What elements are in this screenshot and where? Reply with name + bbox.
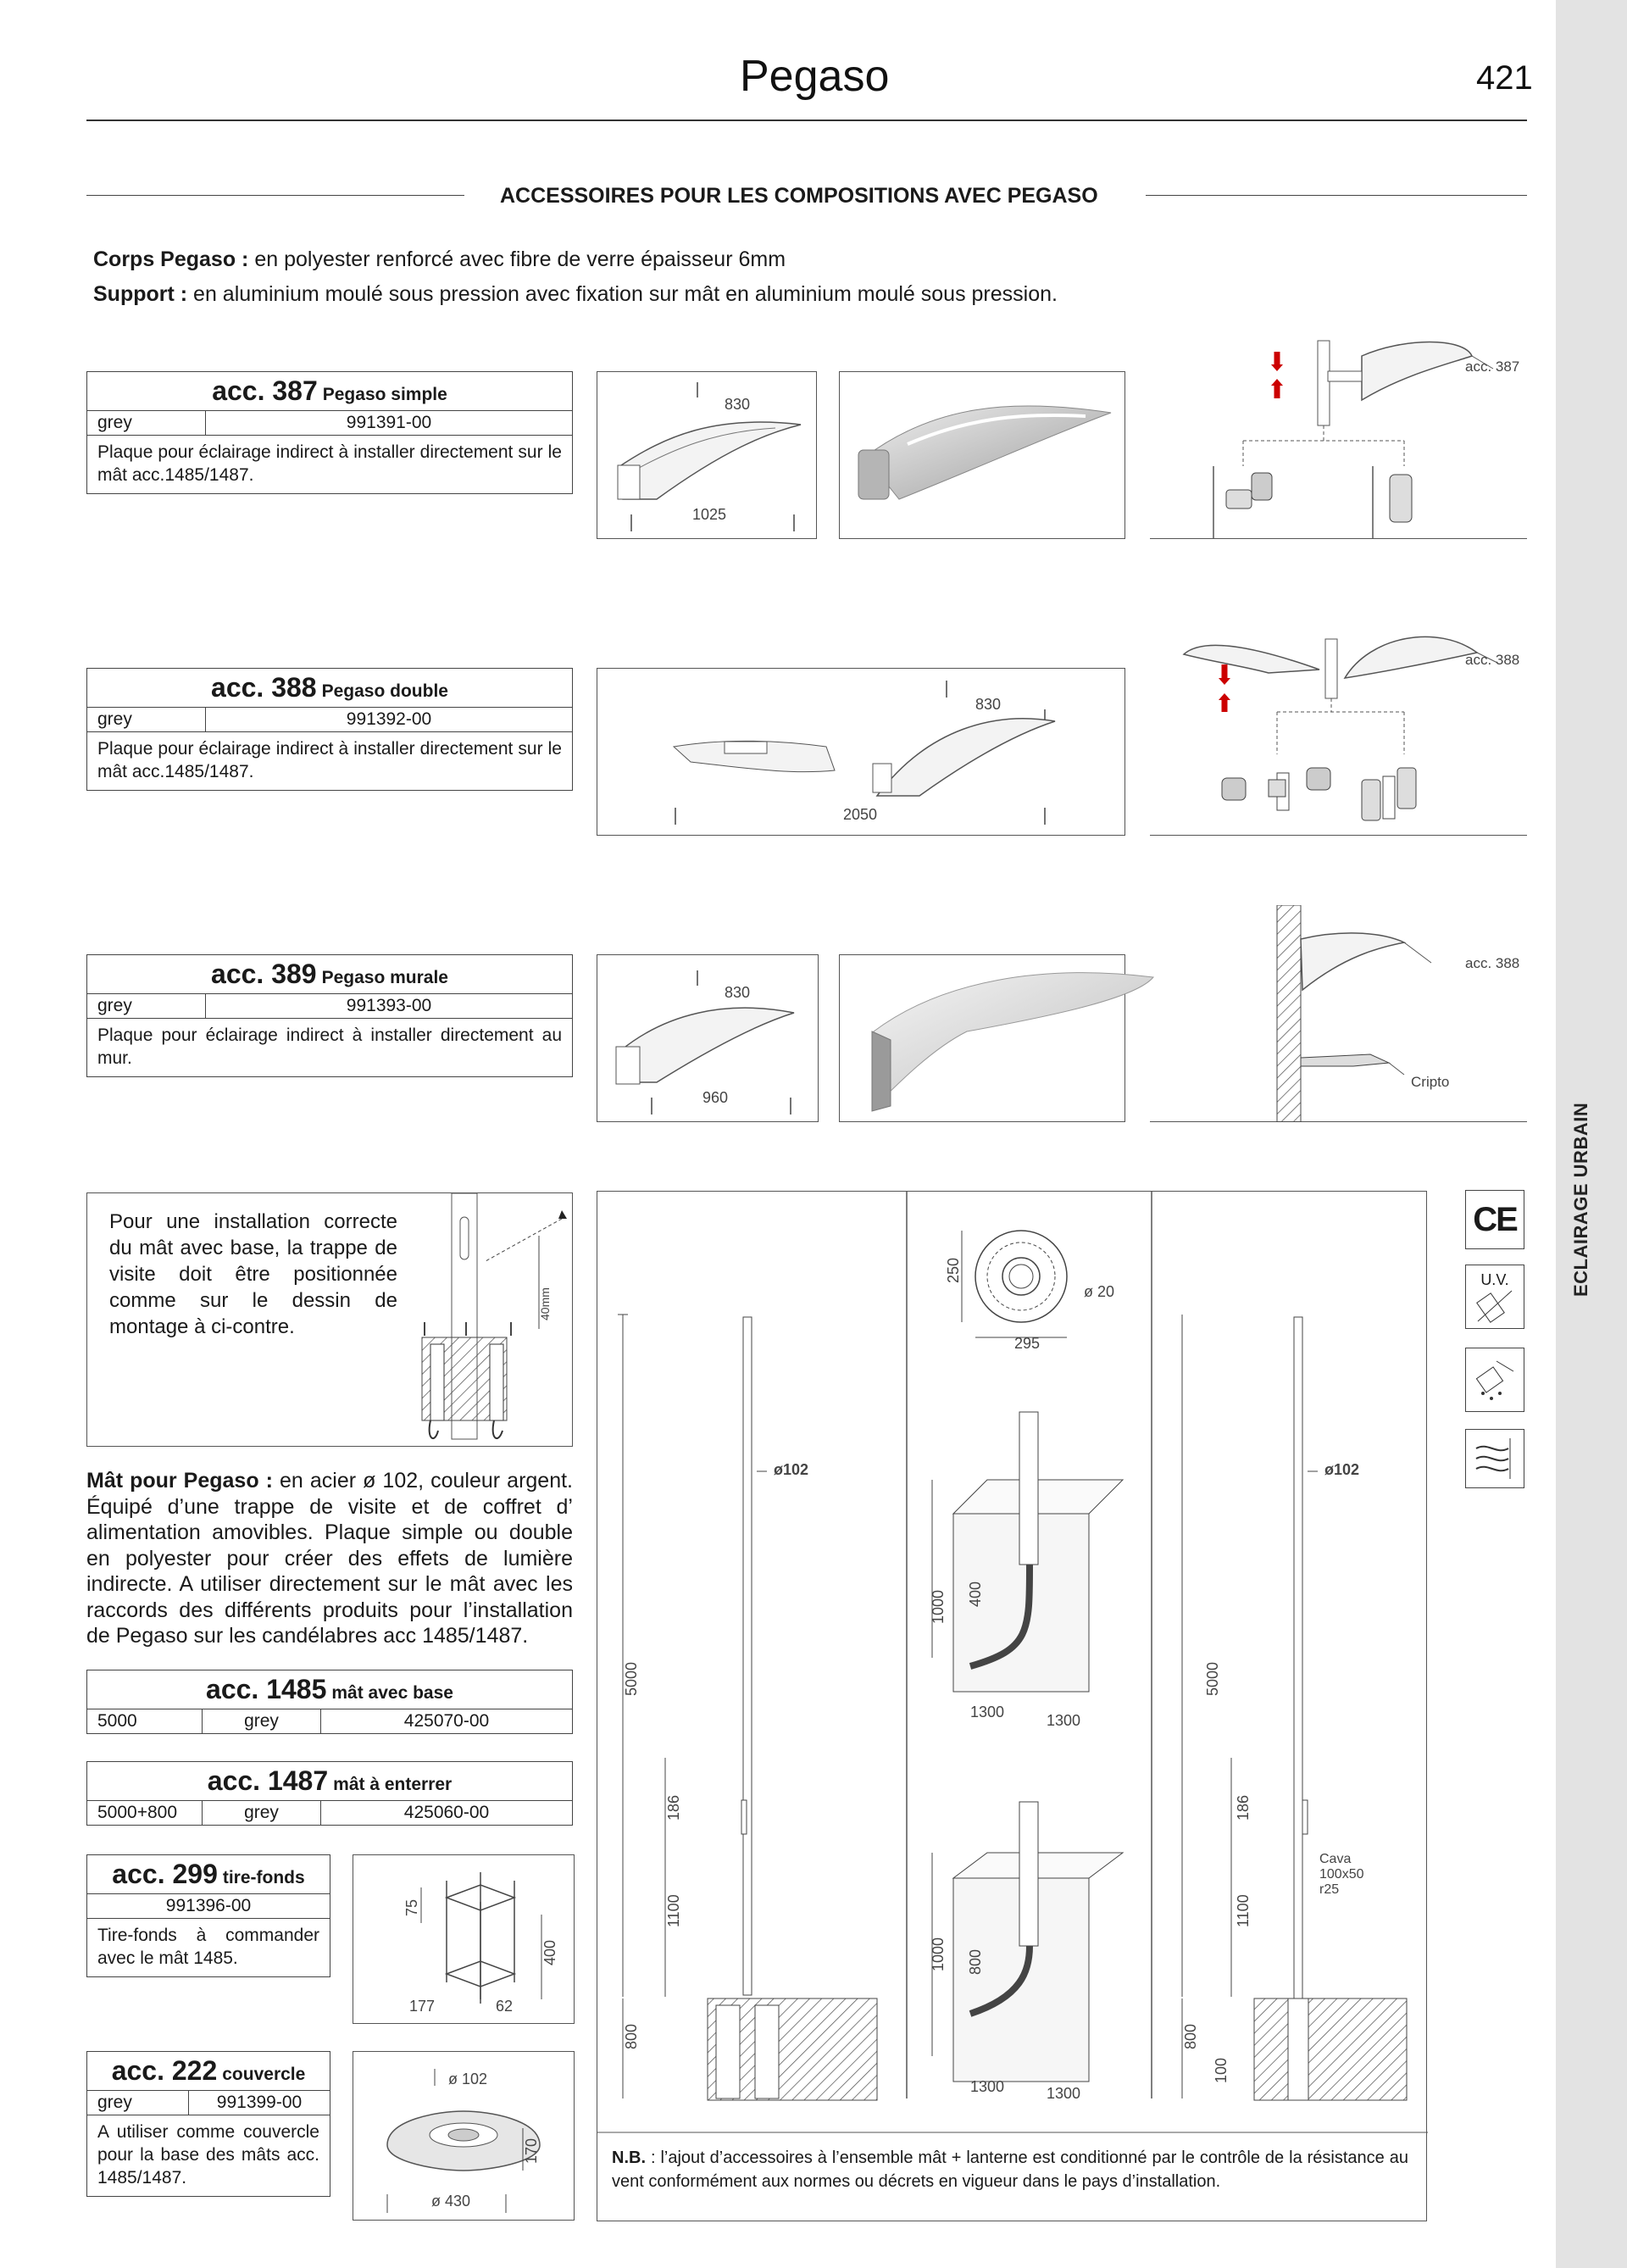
svg-text:250: 250 [945,1257,962,1283]
mast-drawings-panel [597,1191,1427,2221]
rain-resistant-icon [1465,1348,1524,1412]
install-note-text: Pour une installation correcte du mât avec base, la trappe de visite doit être positionnée comme sur le dessin de montage à ci-contre. [109,1210,397,1338]
install-note-box [86,1192,573,1447]
svg-text:1100: 1100 [1235,1894,1252,1927]
svg-text:400: 400 [541,1939,558,1965]
acc-388-table: acc. 388 Pegaso double grey 991392-00 Plaque pour éclairage indirect à installer directement sur le mât acc.1485/1487. [86,668,573,791]
svg-text:400: 400 [967,1581,984,1607]
uv-resistant-icon: U.V. [1465,1265,1524,1329]
mast-1485-drawing [618,1315,877,2100]
svg-text:40mm: 40mm [538,1287,552,1320]
svg-text:1000: 1000 [930,1937,947,1971]
svg-text:800: 800 [1182,2023,1199,2049]
mast-1487-drawing [1182,1315,1407,2100]
svg-text:ø 20: ø 20 [1084,1283,1115,1300]
section-tab-label: ECLAIRAGE URBAIN [1570,1102,1591,1297]
svg-text:186: 186 [665,1794,682,1821]
acc-1485-table: acc. 1485 mât avec base 5000 grey 425070-00 [86,1670,573,1734]
svg-text:acc. 388: acc. 388 [1465,652,1520,668]
svg-text:830: 830 [725,984,751,1001]
svg-text:830: 830 [725,396,751,413]
wind-resistant-icon [1465,1429,1524,1488]
svg-text:acc. 387: acc. 387 [1465,359,1520,375]
svg-text:1300: 1300 [1047,2085,1081,2102]
svg-text:75: 75 [403,1898,420,1916]
acc-389-table: acc. 389 Pegaso murale grey 991393-00 Plaque pour éclairage indirect à installer directement au mur. [86,954,573,1077]
svg-text:100x50: 100x50 [1319,1867,1364,1882]
svg-text:ø102: ø102 [1324,1461,1360,1478]
svg-text:800: 800 [967,1948,984,1975]
acc-222-table: acc. 222 couvercle grey 991399-00 A utiliser comme couvercle pour la base des mâts acc. 1485/1487. [86,2051,330,2197]
svg-text:Cripto: Cripto [1411,1074,1450,1090]
svg-text:186: 186 [1235,1794,1252,1821]
ce-mark-icon: CE [1465,1190,1524,1249]
acc-387-install-diagram [1150,339,1527,539]
svg-text:Cava: Cava [1319,1852,1352,1866]
header-rule [86,120,1527,121]
acc-222-drawing [353,2051,575,2221]
foundation-drawings [930,1231,1123,2102]
svg-text:acc. 388: acc. 388 [1465,955,1520,971]
acc-387-dim-drawing [597,371,817,539]
acc-389-dim-drawing [597,954,819,1122]
svg-text:1000: 1000 [930,1589,947,1624]
acc-389-wall-diagram [1150,905,1527,1122]
section-title: ACCESSOIRES POUR LES COMPOSITIONS AVEC PEGASO [500,184,1098,208]
acc-389-photo [839,954,1125,1122]
svg-text:177: 177 [409,1998,436,2015]
svg-text:170: 170 [523,2137,540,2164]
section-rule-right [1146,195,1527,196]
svg-text:ø102: ø102 [774,1461,809,1478]
acc-1487-table: acc. 1487 mât à enterrer 5000+800 grey 425060-00 [86,1761,573,1826]
acc-299-table: acc. 299 tire-fonds 991396-00 Tire-fonds à commander avec le mât 1485. [86,1854,330,1977]
svg-text:800: 800 [623,2023,640,2049]
svg-text:r25: r25 [1319,1882,1340,1897]
mast-description: Mât pour Pegaso : en acier ø 102, couleur argent. Équipé d’une trappe de visite et de coffret d’ alimentation amovibles. Plaque simple ou double en polyester pour créer des effets de lumière indirecte. A utiliser directement sur le mât avec les raccords des différents produits pour l’installation de Pegaso sur les candélabres acc 1485/1487. [86,1469,573,1648]
page-title: Pegaso [740,52,890,101]
acc-387-table: acc. 387 Pegaso simple grey 991391-00 Plaque pour éclairage indirect à installer directement sur le mât acc.1485/1487. [86,371,573,494]
svg-text:1300: 1300 [970,1704,1005,1720]
svg-text:1300: 1300 [1047,1712,1081,1729]
svg-text:1300: 1300 [970,2078,1005,2095]
page-number: 421 [1476,59,1533,97]
svg-text:ø 102: ø 102 [448,2071,488,2087]
svg-text:2050: 2050 [843,806,878,823]
svg-text:5000: 5000 [623,1661,640,1696]
nb-note: N.B. : l’ajout d’accessoires à l’ensemble mât + lanterne est conditionné par le contrôle de la résistance au vent conformément aux normes ou décrets en vigueur dans le pays d’installation. [612,2148,1408,2191]
svg-text:ø 430: ø 430 [431,2193,471,2210]
intro-corps: Corps Pegaso : en polyester renforcé avec fibre de verre épaisseur 6mm [93,247,786,271]
acc-388-dim-drawing [597,668,1125,836]
svg-text:5000: 5000 [1204,1661,1221,1696]
svg-text:1100: 1100 [665,1894,682,1927]
acc-388-install-diagram [1150,627,1527,836]
svg-text:295: 295 [1014,1335,1041,1352]
intro-support: Support : en aluminium moulé sous pression avec fixation sur mât en aluminium moulé sous pression. [93,282,1058,306]
svg-text:830: 830 [975,696,1002,713]
svg-text:960: 960 [702,1089,729,1106]
acc-387-photo [839,371,1125,539]
section-rule-left [86,195,464,196]
svg-text:1025: 1025 [692,506,727,523]
svg-text:100: 100 [1213,2057,1230,2083]
acc-299-drawing [353,1854,575,2024]
svg-text:62: 62 [496,1998,514,2015]
